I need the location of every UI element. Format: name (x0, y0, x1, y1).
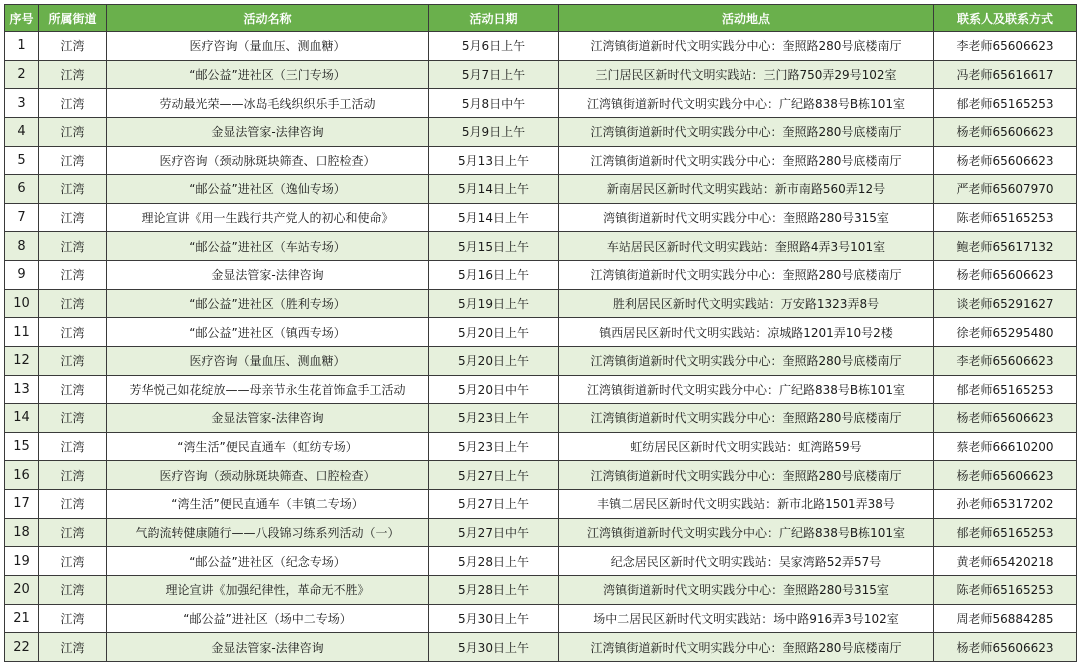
cell-activity-name: 理论宣讲《加强纪律性，革命无不胜》 (107, 575, 429, 604)
cell-activity-location: 江湾镇街道新时代文明实践分中心：奎照路280号底楼南厅 (559, 404, 934, 433)
table-row (5, 633, 1077, 662)
table-row (5, 346, 1077, 375)
cell-activity-date: 5月6日上午 (429, 32, 559, 61)
cell-contact: 李老师65606623 (934, 346, 1077, 375)
table-row (5, 146, 1077, 175)
cell-index: 20 (5, 575, 39, 604)
cell-street: 江湾 (39, 375, 107, 404)
cell-street: 江湾 (39, 404, 107, 433)
cell-activity-location: 三门居民区新时代文明实践站：三门路750弄29号102室 (559, 60, 934, 89)
cell-index: 3 (5, 89, 39, 118)
table-row (5, 203, 1077, 232)
table-row (5, 404, 1077, 433)
cell-street: 江湾 (39, 117, 107, 146)
cell-activity-date: 5月27日中午 (429, 518, 559, 547)
cell-contact: 严老师65607970 (934, 175, 1077, 204)
table-row (5, 289, 1077, 318)
cell-contact: 杨老师65606623 (934, 404, 1077, 433)
table-row (5, 261, 1077, 290)
cell-index: 21 (5, 604, 39, 633)
cell-index: 7 (5, 203, 39, 232)
cell-contact: 李老师65606623 (934, 32, 1077, 61)
cell-street: 江湾 (39, 346, 107, 375)
cell-activity-location: 湾镇街道新时代文明实践分中心：奎照路280号315室 (559, 203, 934, 232)
cell-activity-name: 金显法管家-法律咨询 (107, 261, 429, 290)
cell-contact: 徐老师65295480 (934, 318, 1077, 347)
cell-activity-location: 虹纺居民区新时代文明实践站：虹湾路59号 (559, 432, 934, 461)
cell-activity-name: 气韵流转健康随行——八段锦习练系列活动（一） (107, 518, 429, 547)
cell-street: 江湾 (39, 547, 107, 576)
cell-index: 11 (5, 318, 39, 347)
cell-street: 江湾 (39, 32, 107, 61)
cell-activity-location: 江湾镇街道新时代文明实践分中心：奎照路280号底楼南厅 (559, 461, 934, 490)
cell-contact: 蔡老师66610200 (934, 432, 1077, 461)
cell-activity-date: 5月20日中午 (429, 375, 559, 404)
cell-index: 18 (5, 518, 39, 547)
cell-index: 4 (5, 117, 39, 146)
cell-street: 江湾 (39, 461, 107, 490)
cell-activity-name: 劳动最光荣——冰岛毛线织织乐手工活动 (107, 89, 429, 118)
cell-street: 江湾 (39, 89, 107, 118)
cell-street: 江湾 (39, 261, 107, 290)
cell-contact: 谈老师65291627 (934, 289, 1077, 318)
cell-activity-name: 金显法管家-法律咨询 (107, 404, 429, 433)
cell-activity-date: 5月9日上午 (429, 117, 559, 146)
cell-index: 15 (5, 432, 39, 461)
cell-contact: 杨老师65606623 (934, 461, 1077, 490)
cell-activity-location: 江湾镇街道新时代文明实践分中心：奎照路280号底楼南厅 (559, 117, 934, 146)
cell-index: 10 (5, 289, 39, 318)
table-row (5, 490, 1077, 519)
cell-activity-date: 5月28日上午 (429, 547, 559, 576)
cell-activity-name: “湾生活”便民直通车（虹纺专场） (107, 432, 429, 461)
cell-contact: 杨老师65606623 (934, 146, 1077, 175)
header-activity-name: 活动名称 (107, 5, 429, 32)
table-row (5, 32, 1077, 61)
cell-activity-date: 5月19日上午 (429, 289, 559, 318)
cell-activity-date: 5月28日上午 (429, 575, 559, 604)
cell-index: 17 (5, 490, 39, 519)
header-contact: 联系人及联系方式 (934, 5, 1077, 32)
cell-street: 江湾 (39, 604, 107, 633)
cell-activity-location: 江湾镇街道新时代文明实践分中心：奎照路280号底楼南厅 (559, 261, 934, 290)
header-index: 序号 (5, 5, 39, 32)
cell-contact: 郁老师65165253 (934, 89, 1077, 118)
cell-activity-location: 车站居民区新时代文明实践站：奎照路4弄3号101室 (559, 232, 934, 261)
cell-index: 6 (5, 175, 39, 204)
cell-contact: 郁老师65165253 (934, 375, 1077, 404)
cell-activity-date: 5月30日上午 (429, 604, 559, 633)
cell-index: 14 (5, 404, 39, 433)
cell-street: 江湾 (39, 60, 107, 89)
cell-index: 13 (5, 375, 39, 404)
cell-activity-name: “湾生活”便民直通车（丰镇二专场） (107, 490, 429, 519)
cell-activity-name: “邮公益”进社区（镇西专场） (107, 318, 429, 347)
table-row (5, 575, 1077, 604)
cell-activity-date: 5月30日上午 (429, 633, 559, 662)
cell-index: 12 (5, 346, 39, 375)
cell-activity-date: 5月14日上午 (429, 203, 559, 232)
cell-street: 江湾 (39, 318, 107, 347)
cell-activity-name: 医疗咨询（颈动脉斑块筛查、口腔检查） (107, 146, 429, 175)
cell-street: 江湾 (39, 575, 107, 604)
cell-contact: 陈老师65165253 (934, 203, 1077, 232)
cell-activity-name: “邮公益”进社区（三门专场） (107, 60, 429, 89)
cell-index: 5 (5, 146, 39, 175)
cell-street: 江湾 (39, 518, 107, 547)
cell-contact: 冯老师65616617 (934, 60, 1077, 89)
table-row (5, 117, 1077, 146)
cell-street: 江湾 (39, 289, 107, 318)
table-row (5, 518, 1077, 547)
table-row (5, 432, 1077, 461)
cell-index: 8 (5, 232, 39, 261)
table-row (5, 604, 1077, 633)
table-row (5, 318, 1077, 347)
cell-activity-name: “邮公益”进社区（纪念专场） (107, 547, 429, 576)
table-body (5, 32, 1077, 662)
cell-contact: 孙老师65317202 (934, 490, 1077, 519)
table-header-row (5, 5, 1077, 32)
cell-activity-date: 5月7日上午 (429, 60, 559, 89)
cell-activity-location: 江湾镇街道新时代文明实践分中心：奎照路280号底楼南厅 (559, 32, 934, 61)
cell-activity-name: “邮公益”进社区（胜利专场） (107, 289, 429, 318)
cell-index: 9 (5, 261, 39, 290)
cell-activity-date: 5月16日上午 (429, 261, 559, 290)
cell-contact: 杨老师65606623 (934, 117, 1077, 146)
table-row (5, 375, 1077, 404)
cell-activity-name: 理论宣讲《用一生践行共产党人的初心和使命》 (107, 203, 429, 232)
header-activity-date: 活动日期 (429, 5, 559, 32)
cell-activity-location: 湾镇街道新时代文明实践分中心：奎照路280号315室 (559, 575, 934, 604)
cell-activity-date: 5月20日上午 (429, 318, 559, 347)
cell-activity-name: 金显法管家-法律咨询 (107, 117, 429, 146)
cell-contact: 周老师56884285 (934, 604, 1077, 633)
cell-activity-location: 江湾镇街道新时代文明实践分中心：广纪路838号B栋101室 (559, 518, 934, 547)
cell-street: 江湾 (39, 175, 107, 204)
cell-activity-location: 新南居民区新时代文明实践站：新市南路560弄12号 (559, 175, 934, 204)
table-row (5, 461, 1077, 490)
cell-activity-name: 医疗咨询（量血压、测血糖） (107, 32, 429, 61)
table-row (5, 175, 1077, 204)
cell-activity-date: 5月14日上午 (429, 175, 559, 204)
cell-contact: 黄老师65420218 (934, 547, 1077, 576)
activity-schedule-table (4, 4, 1077, 662)
cell-street: 江湾 (39, 232, 107, 261)
cell-activity-name: “邮公益”进社区（场中二专场） (107, 604, 429, 633)
header-street: 所属街道 (39, 5, 107, 32)
cell-activity-date: 5月23日上午 (429, 404, 559, 433)
cell-street: 江湾 (39, 146, 107, 175)
cell-activity-location: 纪念居民区新时代文明实践站：吴家湾路52弄57号 (559, 547, 934, 576)
cell-activity-date: 5月27日上午 (429, 490, 559, 519)
cell-activity-name: 医疗咨询（颈动脉斑块筛查、口腔检查） (107, 461, 429, 490)
cell-activity-name: 医疗咨询（量血压、测血糖） (107, 346, 429, 375)
cell-contact: 杨老师65606623 (934, 261, 1077, 290)
cell-street: 江湾 (39, 490, 107, 519)
cell-activity-date: 5月27日上午 (429, 461, 559, 490)
table-row (5, 89, 1077, 118)
table-row (5, 232, 1077, 261)
cell-activity-name: “邮公益”进社区（车站专场） (107, 232, 429, 261)
cell-street: 江湾 (39, 432, 107, 461)
cell-activity-location: 江湾镇街道新时代文明实践分中心：广纪路838号B栋101室 (559, 89, 934, 118)
cell-contact: 杨老师65606623 (934, 633, 1077, 662)
cell-activity-date: 5月20日上午 (429, 346, 559, 375)
cell-index: 1 (5, 32, 39, 61)
cell-index: 19 (5, 547, 39, 576)
cell-activity-date: 5月23日上午 (429, 432, 559, 461)
cell-activity-name: 金显法管家-法律咨询 (107, 633, 429, 662)
cell-activity-location: 江湾镇街道新时代文明实践分中心：奎照路280号底楼南厅 (559, 633, 934, 662)
cell-index: 16 (5, 461, 39, 490)
cell-activity-location: 江湾镇街道新时代文明实践分中心：广纪路838号B栋101室 (559, 375, 934, 404)
cell-activity-date: 5月15日上午 (429, 232, 559, 261)
cell-contact: 郁老师65165253 (934, 518, 1077, 547)
cell-activity-name: 芳华悦己如花绽放——母亲节永生花首饰盒手工活动 (107, 375, 429, 404)
cell-activity-location: 江湾镇街道新时代文明实践分中心：奎照路280号底楼南厅 (559, 146, 934, 175)
cell-index: 2 (5, 60, 39, 89)
cell-activity-name: “邮公益”进社区（逸仙专场） (107, 175, 429, 204)
cell-activity-location: 丰镇二居民区新时代文明实践站：新市北路1501弄38号 (559, 490, 934, 519)
cell-street: 江湾 (39, 633, 107, 662)
cell-activity-date: 5月8日中午 (429, 89, 559, 118)
table-row (5, 60, 1077, 89)
cell-activity-date: 5月13日上午 (429, 146, 559, 175)
cell-index: 22 (5, 633, 39, 662)
cell-activity-location: 胜利居民区新时代文明实践站：万安路1323弄8号 (559, 289, 934, 318)
cell-contact: 陈老师65165253 (934, 575, 1077, 604)
cell-street: 江湾 (39, 203, 107, 232)
cell-activity-location: 场中二居民区新时代文明实践站：场中路916弄3号102室 (559, 604, 934, 633)
cell-activity-location: 镇西居民区新时代文明实践站：凉城路1201弄10号2楼 (559, 318, 934, 347)
header-activity-location: 活动地点 (559, 5, 934, 32)
cell-activity-location: 江湾镇街道新时代文明实践分中心：奎照路280号底楼南厅 (559, 346, 934, 375)
cell-contact: 鲍老师65617132 (934, 232, 1077, 261)
table-row (5, 547, 1077, 576)
